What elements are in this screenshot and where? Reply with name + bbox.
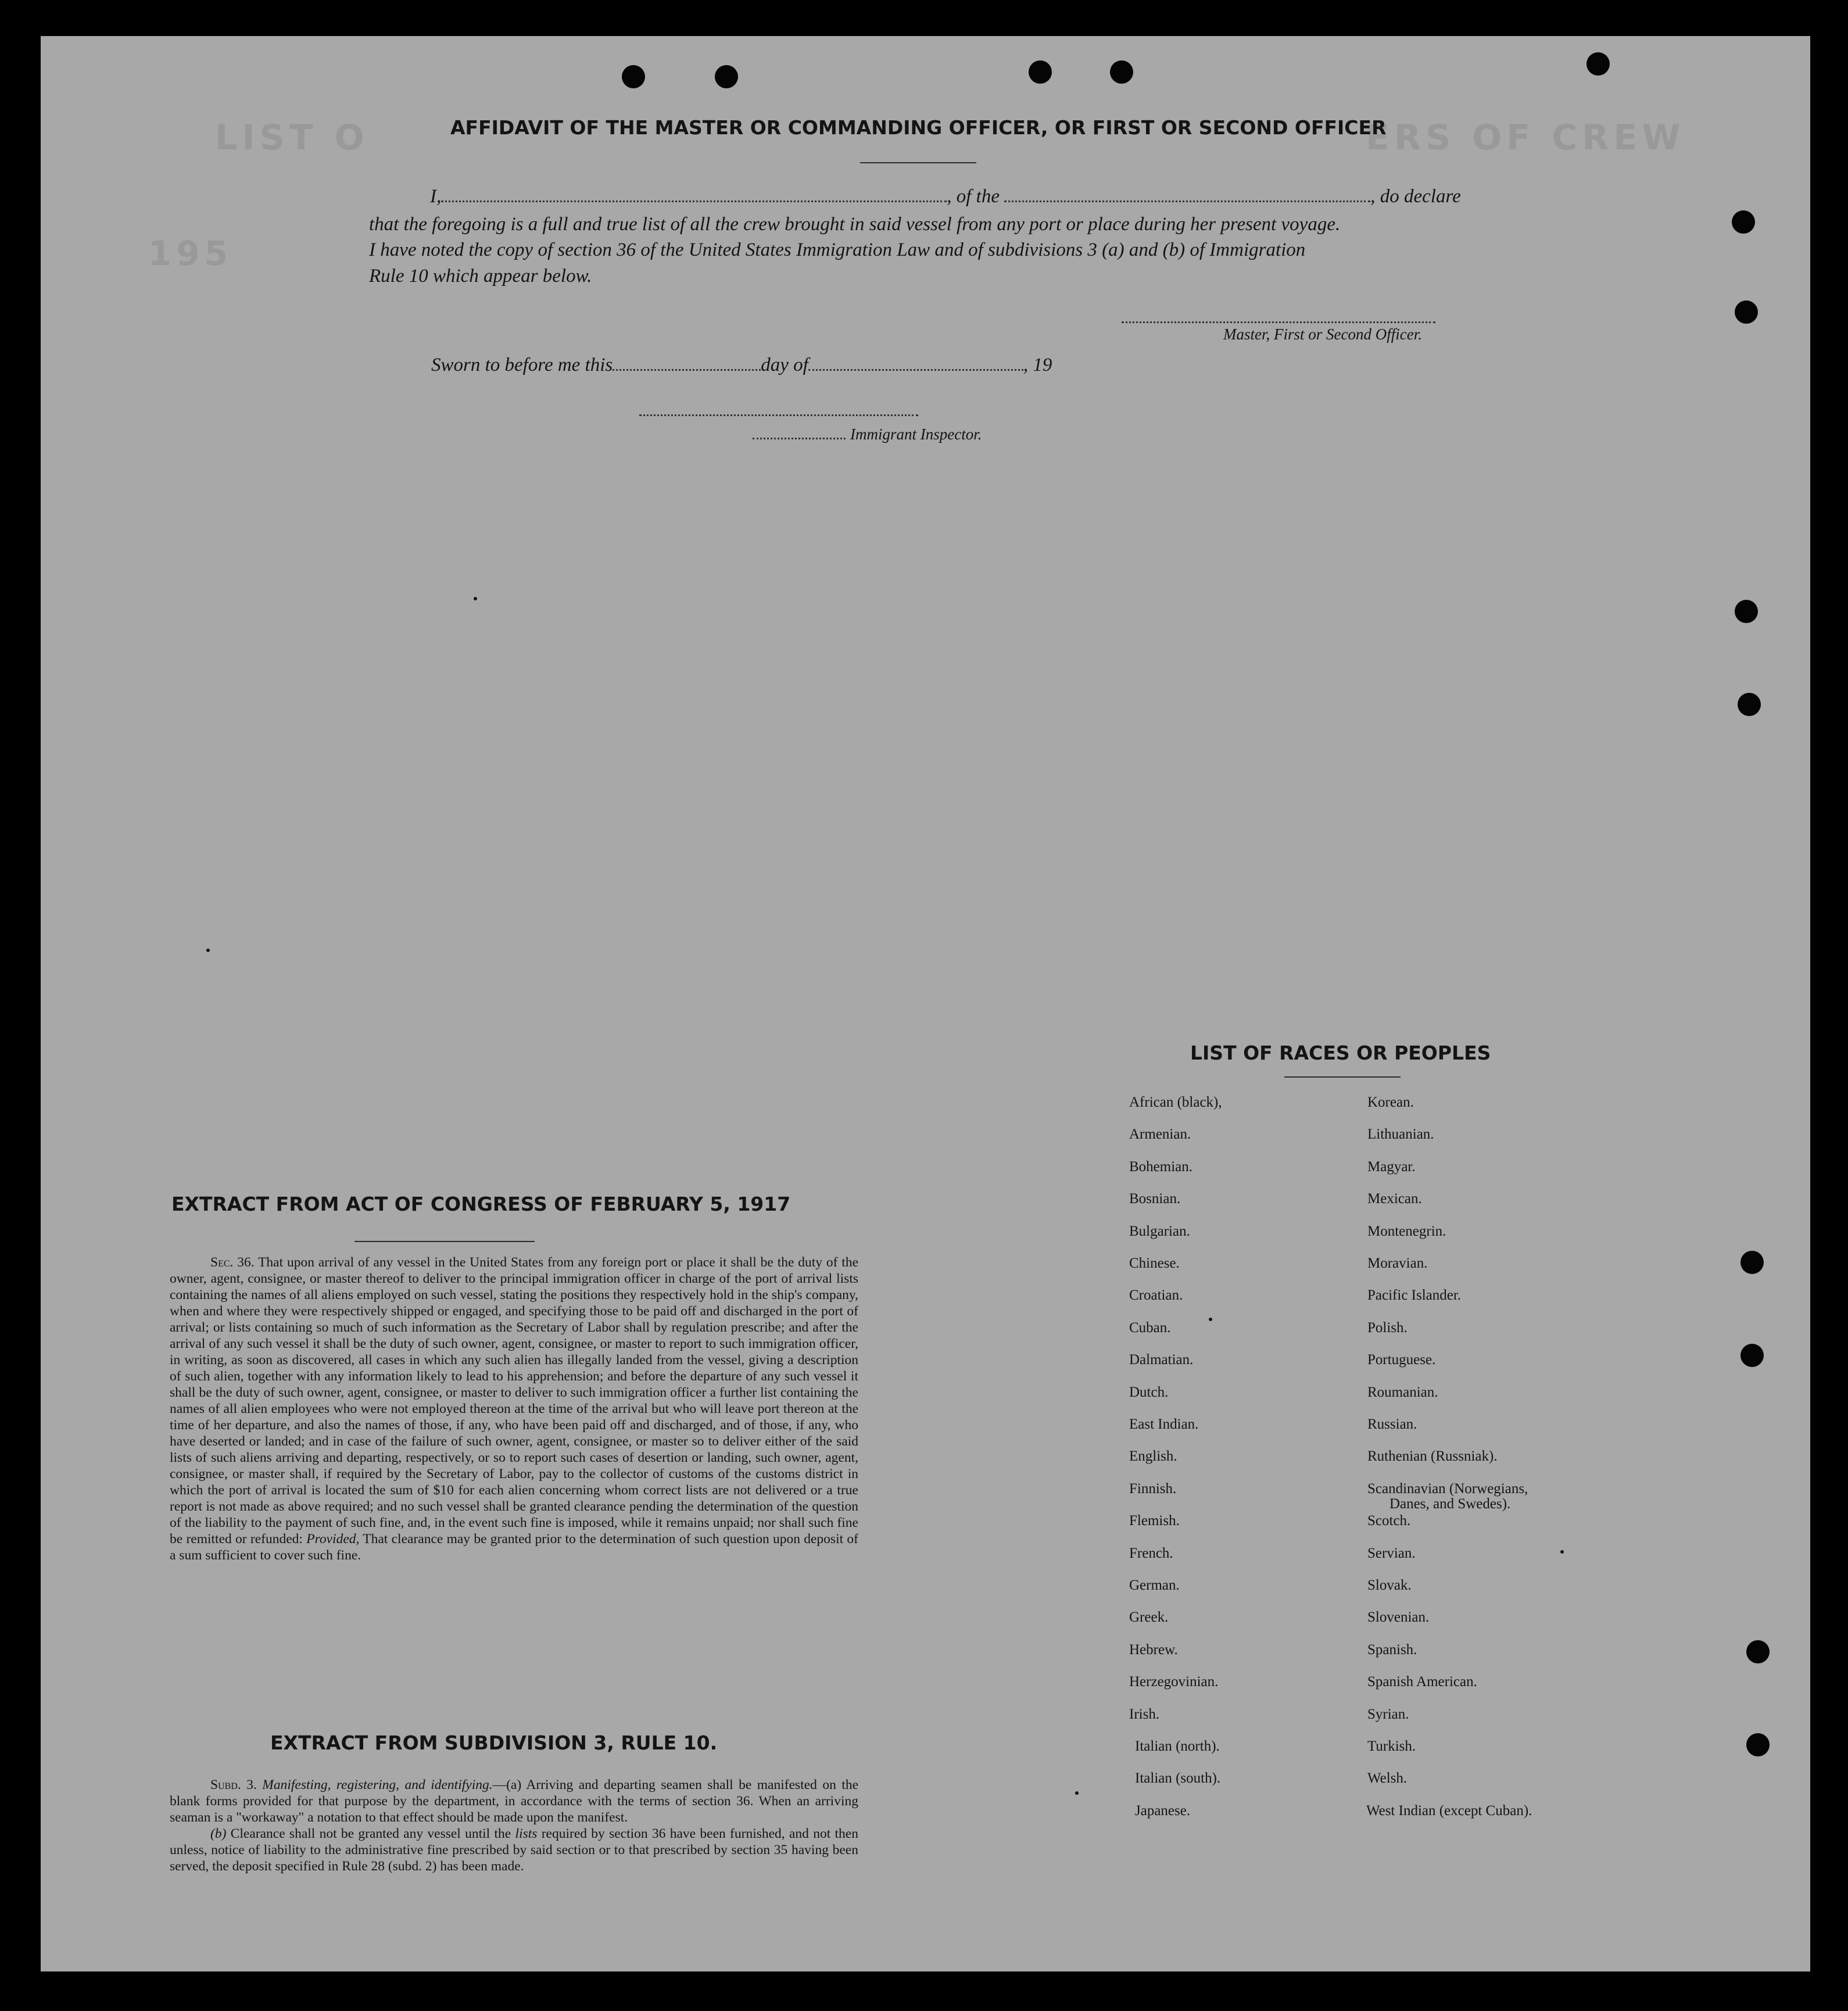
punch-hole <box>1746 1640 1770 1663</box>
race-item: Japanese. <box>1135 1802 1191 1819</box>
signature-caption: Master, First or Second Officer. <box>1223 325 1422 343</box>
race-item: Armenian. <box>1129 1126 1191 1143</box>
race-item: East Indian. <box>1129 1416 1199 1432</box>
act-title-underline <box>354 1241 535 1242</box>
punch-hole <box>1029 60 1052 84</box>
vessel-blank <box>1004 200 1370 202</box>
speck <box>206 949 210 952</box>
race-item: Pacific Islander. <box>1367 1287 1462 1304</box>
speck <box>1209 1318 1212 1321</box>
subd-b-text: Clearance shall not be granted any vessel until the <box>230 1826 511 1841</box>
races-title-underline <box>1284 1076 1401 1078</box>
declaration-of-the: , of the <box>947 186 1000 207</box>
race-item: Montenegrin. <box>1367 1223 1446 1239</box>
race-item: Roumanian. <box>1367 1384 1438 1400</box>
race-item: Ruthenian (Russniak). <box>1367 1448 1498 1465</box>
speck <box>1560 1550 1564 1554</box>
race-item: Syrian. <box>1367 1706 1409 1722</box>
inspector-signature-line <box>639 414 918 416</box>
race-item: Italian (north). <box>1135 1738 1220 1754</box>
race-item: Portuguese. <box>1367 1352 1436 1368</box>
race-item: West Indian (except Cuban). <box>1366 1802 1532 1819</box>
punch-hole <box>1740 1344 1764 1367</box>
race-item: African (black), <box>1129 1094 1222 1110</box>
race-item: Finnish. <box>1129 1480 1177 1497</box>
race-item: Bosnian. <box>1129 1191 1181 1207</box>
race-item: Russian. <box>1367 1416 1417 1432</box>
punch-hole <box>622 65 645 88</box>
race-item: Herzegovinian. <box>1129 1674 1219 1690</box>
declaration-i: I, <box>430 186 442 207</box>
race-item: Lithuanian. <box>1367 1126 1434 1143</box>
race-item: Slovenian. <box>1367 1609 1430 1626</box>
race-item: Spanish American. <box>1367 1674 1477 1690</box>
declaration-line <box>430 186 1461 207</box>
declaration-text-line: Rule 10 which appear below. <box>369 266 592 287</box>
title-underline <box>860 162 976 163</box>
punch-hole <box>1735 600 1758 623</box>
punch-hole <box>1735 300 1758 324</box>
punch-hole <box>1740 1251 1764 1274</box>
rule-text <box>170 1777 858 1874</box>
race-item: Korean. <box>1367 1094 1414 1110</box>
race-item: English. <box>1129 1448 1177 1465</box>
speck <box>474 597 477 600</box>
subd-label: Subd. 3. <box>210 1777 257 1792</box>
race-item: Moravian. <box>1367 1255 1428 1271</box>
race-item: Greek. <box>1129 1609 1169 1626</box>
day-blank <box>613 368 761 371</box>
punch-hole <box>1110 60 1133 84</box>
race-item: Irish. <box>1129 1706 1160 1722</box>
race-item: Scotch. <box>1367 1513 1411 1529</box>
affidavit-title: AFFIDAVIT OF THE MASTER OR COMMANDING OFFICER, OR FIRST OR SECOND OFFICER <box>450 116 1387 139</box>
races-list-right <box>1367 1094 1635 1878</box>
race-item: Flemish. <box>1129 1513 1180 1529</box>
rule-title: EXTRACT FROM SUBDIVISION 3, RULE 10. <box>270 1731 718 1754</box>
sec-36-body: That upon arrival of any vessel in the United States from any foreign port or place it shall be the duty of the owner, agent, consignee, or master thereof to deliver to the principal immigration officer in charge of the port of arrival lists containing the names of all aliens employed on such vessel, stating the positions they respectively hold in the ship's company, when and where they were respectively shipped or engaged, and specifying those to be paid off and discharged in the port of arrival; or lists containing so much of such information as the Secretary of Labor shall by regulation prescribe; and after the arrival of any such vessel it shall be the duty of such owner, agent, consignee, or master to report to such immigration officer, in writing, as soon as discovered, all cases in which any such alien has illegally landed from the vessel, giving a description of such alien, together with any information likely to lead to his apprehension; and before the departure of any such vessel it shall be the duty of such owner, agent, consignee, or master to deliver to such immigration officer a further list containing the names of all alien employees who were not employed thereon at the time of the arrival but who will leave port thereon at the time of her departure, and also the names of those, if any, who have been paid off and discharged, and of those, if any, who have deserted or landed; and in case of the failure of such owner, agent, consignee, or master so to deliver either of the said lists of such aliens arriving and departing, respectively, or so to report such cases of desertion or landing, such owner, agent, consignee, or master shall, if required by the Secretary of Labor, pay to the collector of customs of the customs district in which the port of arrival is located the sum of $10 for each alien concerning whom correct lists are not delivered or a true report is not made as above required; and no such vessel shall be granted clearance pending the determination of the question of the liability to the payment of such fine, and, in the event such fine is imposed, while it remains unpaid; nor shall such fine be remitted or refunded: <box>170 1255 859 1547</box>
race-item: Polish. <box>1367 1319 1408 1336</box>
race-item: Servian. <box>1367 1545 1416 1561</box>
punch-hole <box>1586 52 1610 76</box>
race-item: Welsh. <box>1367 1770 1408 1787</box>
declaration-do-declare: , do declare <box>1370 186 1461 207</box>
sec-label: Sec. 36. <box>210 1255 255 1270</box>
race-item: Dutch. <box>1129 1384 1169 1400</box>
race-item: French. <box>1129 1545 1173 1561</box>
inspector-dots <box>753 437 846 439</box>
race-item: Croatian. <box>1129 1287 1183 1304</box>
sworn-prefix: Sworn to before me this <box>431 355 613 375</box>
punch-hole <box>715 65 738 88</box>
race-item: Spanish. <box>1367 1641 1417 1658</box>
race-item: Cuban. <box>1129 1319 1171 1336</box>
sworn-line <box>431 355 1052 376</box>
act-title: EXTRACT FROM ACT OF CONGRESS OF FEBRUARY 5, 1917 <box>171 1193 791 1215</box>
sworn-year: , 19 <box>1023 355 1052 375</box>
subd-b-label: (b) <box>210 1826 227 1841</box>
race-item: Magyar. <box>1367 1158 1416 1175</box>
race-item: Scandinavian (Norwegians, <box>1367 1480 1528 1497</box>
month-blank <box>808 368 1023 371</box>
race-item: Bohemian. <box>1129 1158 1193 1175</box>
provided-clause: That clearance may be granted prior to the determination of such question upon deposit of a sum sufficient to cover such fine. <box>170 1531 858 1563</box>
bleed-through-header: LIST O <box>215 117 369 158</box>
races-list-left <box>1129 1094 1303 1878</box>
race-item: Bulgarian. <box>1129 1223 1190 1239</box>
inspector-caption: Immigrant Inspector. <box>850 425 982 443</box>
race-item: Danes, and Swedes). <box>1389 1495 1511 1512</box>
sworn-day: day of <box>761 355 808 375</box>
punch-hole <box>1732 210 1755 234</box>
speck <box>1075 1791 1079 1795</box>
name-blank <box>441 200 947 202</box>
race-item: German. <box>1129 1577 1180 1593</box>
declaration-text-line: I have noted the copy of section 36 of the United States Immigration Law and of subdivisions 3 (a) and (b) of Immigration <box>369 239 1306 260</box>
subd-a-text: —(a) Arriving and departing seamen shall be manifested on the blank forms provided for that purpose by the department, in accordance with the terms of section 36. When an arriving seaman is a "workaway" a notation to that effect should be made upon the manifest. <box>170 1777 859 1825</box>
document-page <box>41 36 1810 1971</box>
subd-title: Manifesting, registering, and identifying. <box>262 1777 493 1792</box>
race-item: Slovak. <box>1367 1577 1412 1593</box>
race-item: Mexican. <box>1367 1191 1422 1207</box>
signature-line <box>1122 321 1435 323</box>
bleed-through-number: 195 <box>148 234 233 273</box>
punch-hole <box>1738 693 1761 716</box>
race-item: Italian (south). <box>1135 1770 1221 1787</box>
race-item: Hebrew. <box>1129 1641 1178 1658</box>
act-text <box>170 1254 858 1563</box>
declaration-text-line: that the foregoing is a full and true list of all the crew brought in said vessel from any port or place during her present voyage. <box>369 214 1341 235</box>
provided-word: Provided, <box>306 1531 360 1547</box>
punch-hole <box>1746 1733 1770 1756</box>
subd-b-text-rest: required by section 36 have been furnished, and not then unless, notice of liability to the administrative fine prescribed by said section or to that prescribed by section 35 having been served, the deposit specified in Rule 28 (subd. 2) has been made. <box>170 1826 858 1874</box>
bleed-through-header: ERS OF CREW <box>1366 117 1685 158</box>
subd-b-lists: lists <box>515 1826 538 1841</box>
race-item: Turkish. <box>1367 1738 1416 1754</box>
race-item: Chinese. <box>1129 1255 1180 1271</box>
races-title: LIST OF RACES OR PEOPLES <box>1190 1042 1491 1064</box>
race-item: Dalmatian. <box>1129 1352 1194 1368</box>
